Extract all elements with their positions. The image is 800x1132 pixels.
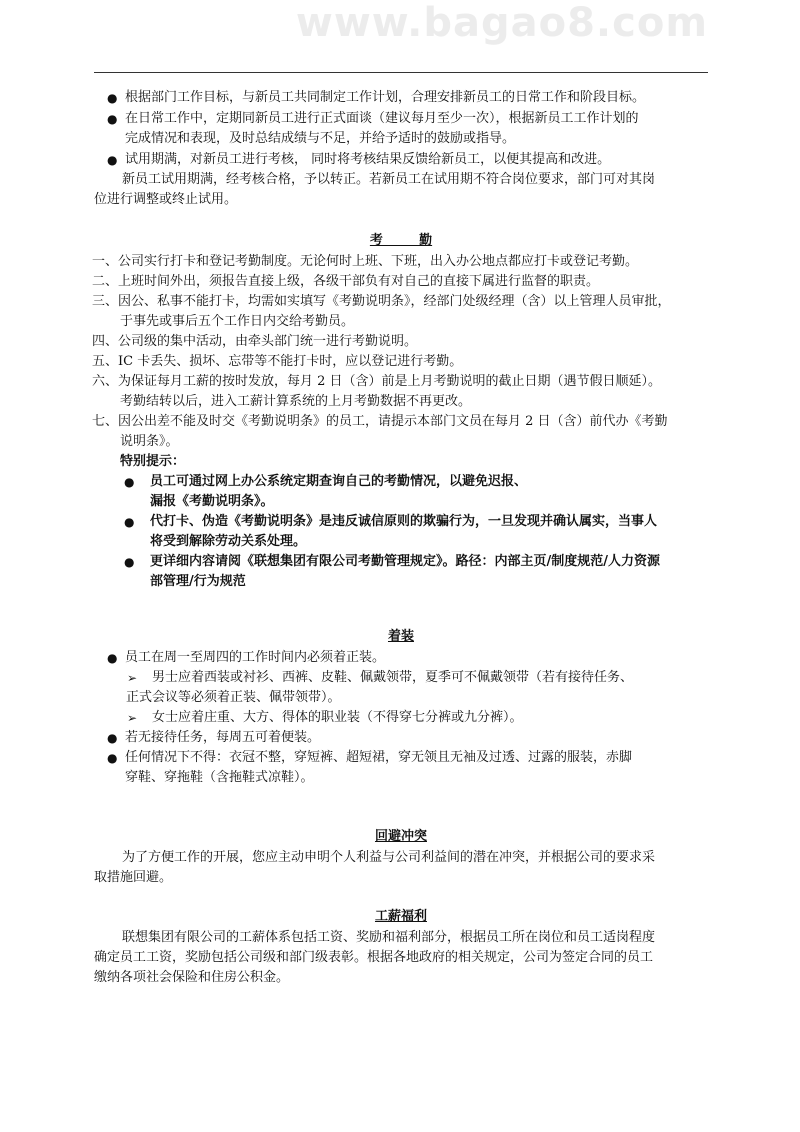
sub-list-item: ➢ 男士应着西装或衬衫、西裤、皮鞋、佩戴领带，夏季可不佩戴领带（若有接待任务、 (94, 668, 708, 688)
bullet-icon: ● (124, 555, 135, 569)
list-item: ● 若无接待任务，每周五可着便装。 (94, 728, 708, 748)
document-body (94, 88, 708, 988)
bullet-icon: ● (124, 515, 135, 529)
paragraph-line: 联想集团有限公司的工薪体系包括工资、奖励和福利部分，根据员工所在岗位和员工适岗程度 (122, 930, 656, 945)
list-item: 二、上班时间外出，须报告直接上级，各级干部负有对自己的直接下属进行监督的职责。 (92, 274, 600, 289)
arrow-icon: ➢ (127, 711, 138, 725)
section-title-dress: 着装 (387, 629, 414, 644)
header-rule (94, 72, 708, 73)
bullet-icon: ● (107, 112, 118, 126)
list-item-continuation: 说明条》。 (120, 434, 179, 449)
list-item-continuation: 穿鞋、穿拖鞋（含拖鞋式凉鞋）。 (125, 770, 314, 785)
list-item: 三、因公、私事不能打卡，均需如实填写《考勤说明条》，经部门处级经理（含）以上管理人员审批， (92, 294, 671, 309)
list-item-continuation: 漏报《考勤说明条》。 (150, 494, 274, 509)
paragraph-line: 缴纳各项社会保险和住房公积金。 (94, 970, 290, 985)
list-item: 六、为保证每月工薪的按时发放，每月 2 日（含）前是上月考勤说明的截止日期（遇节假日顺延）。 (92, 374, 662, 389)
list-item: ● 试用期满，对新员工进行考核， 同时将考核结果反馈给新员工，以便其提高和改进。 (94, 150, 708, 170)
watermark-text: www.bagao8.com (295, 0, 708, 46)
bullet-icon: ● (107, 651, 118, 665)
list-item: ● 根据部门工作目标，与新员工共同制定工作计划，合理安排新员工的日常工作和阶段目标。 (94, 88, 708, 108)
list-item: 一、公司实行打卡和登记考勤制度。无论何时上班、下班，出入办公地点都应打卡或登记考勤。 (92, 254, 639, 269)
section-title-attendance: 考 勤 (369, 233, 433, 248)
paragraph-line: 取措施回避。 (94, 870, 173, 885)
sub-list-item: ➢ 女士应着庄重、大方、得体的职业装（不得穿七分裤或九分裤）。 (94, 708, 708, 728)
paragraph-line: 为了方便工作的开展，您应主动申明个人利益与公司利益间的潜在冲突，并根据公司的要求采 (122, 850, 656, 865)
list-item: ● 更详细内容请阅《联想集团有限公司考勤管理规定》。路径：内部主页/制度规范/人力资源 (94, 552, 708, 572)
paragraph-line: 新员工试用期满，经考核合格，予以转正。若新员工在试用期不符合岗位要求，部门可对其岗 (122, 172, 656, 187)
list-item: 五、IC 卡丢失、损坏、忘带等不能打卡时，应以登记进行考勤。 (92, 354, 463, 369)
list-item-continuation: 考勤结转以后，进入工薪计算系统的上月考勤数据不再更改。 (120, 394, 472, 409)
sub-list-item-continuation: 正式会议等必须着正装、佩带领带）。 (126, 690, 341, 705)
list-item-continuation: 将受到解除劳动关系处理。 (150, 534, 307, 549)
bullet-icon: ● (107, 751, 118, 765)
list-item: ● 代打卡、伪造《考勤说明条》是违反诚信原则的欺骗行为，一旦发现并确认属实，当事人 (94, 512, 708, 532)
arrow-icon: ➢ (127, 671, 138, 685)
list-item: 七、因公出差不能及时交《考勤说明条》的员工，请提示本部门文员在每月 2 日（含）前代办《考勤 (92, 414, 668, 429)
list-item: ● 任何情况下不得：衣冠不整，穿短裤、超短裙，穿无领且无袖及过透、过露的服装，赤脚 (94, 748, 708, 768)
list-item: 四、公司级的集中活动，由牵头部门统一进行考勤说明。 (92, 334, 418, 349)
list-item-continuation: 部管理/行为规范 (150, 574, 246, 589)
paragraph-line: 位进行调整或终止试用。 (94, 192, 238, 207)
bullet-icon: ● (107, 91, 118, 105)
bullet-icon: ● (124, 475, 135, 489)
list-item: ● 员工在周一至周四的工作时间内必须着正装。 (94, 648, 708, 668)
list-item: ● 员工可通过网上办公系统定期查询自己的考勤情况，以避免迟报、 (94, 472, 708, 492)
list-item-continuation: 于事先或事后五个工作日内交给考勤员。 (120, 314, 355, 329)
list-item: ● 在日常工作中，定期同新员工进行正式面谈（建议每月至少一次），根据新员工工作计划的 (94, 109, 708, 129)
paragraph-line: 确定员工工资，奖励包括公司级和部门级表彰。根据各地政府的相关规定，公司为签定合同的员工 (94, 950, 654, 965)
bullet-icon: ● (107, 731, 118, 745)
section-title-conflict: 回避冲突 (374, 829, 427, 844)
bullet-icon: ● (107, 153, 118, 167)
special-notice-label: 特别提示： (120, 454, 186, 469)
list-item-continuation: 完成情况和表现，及时总结成绩与不足，并给予适时的鼓励或指导。 (125, 131, 516, 146)
section-title-salary: 工薪福利 (374, 909, 427, 924)
